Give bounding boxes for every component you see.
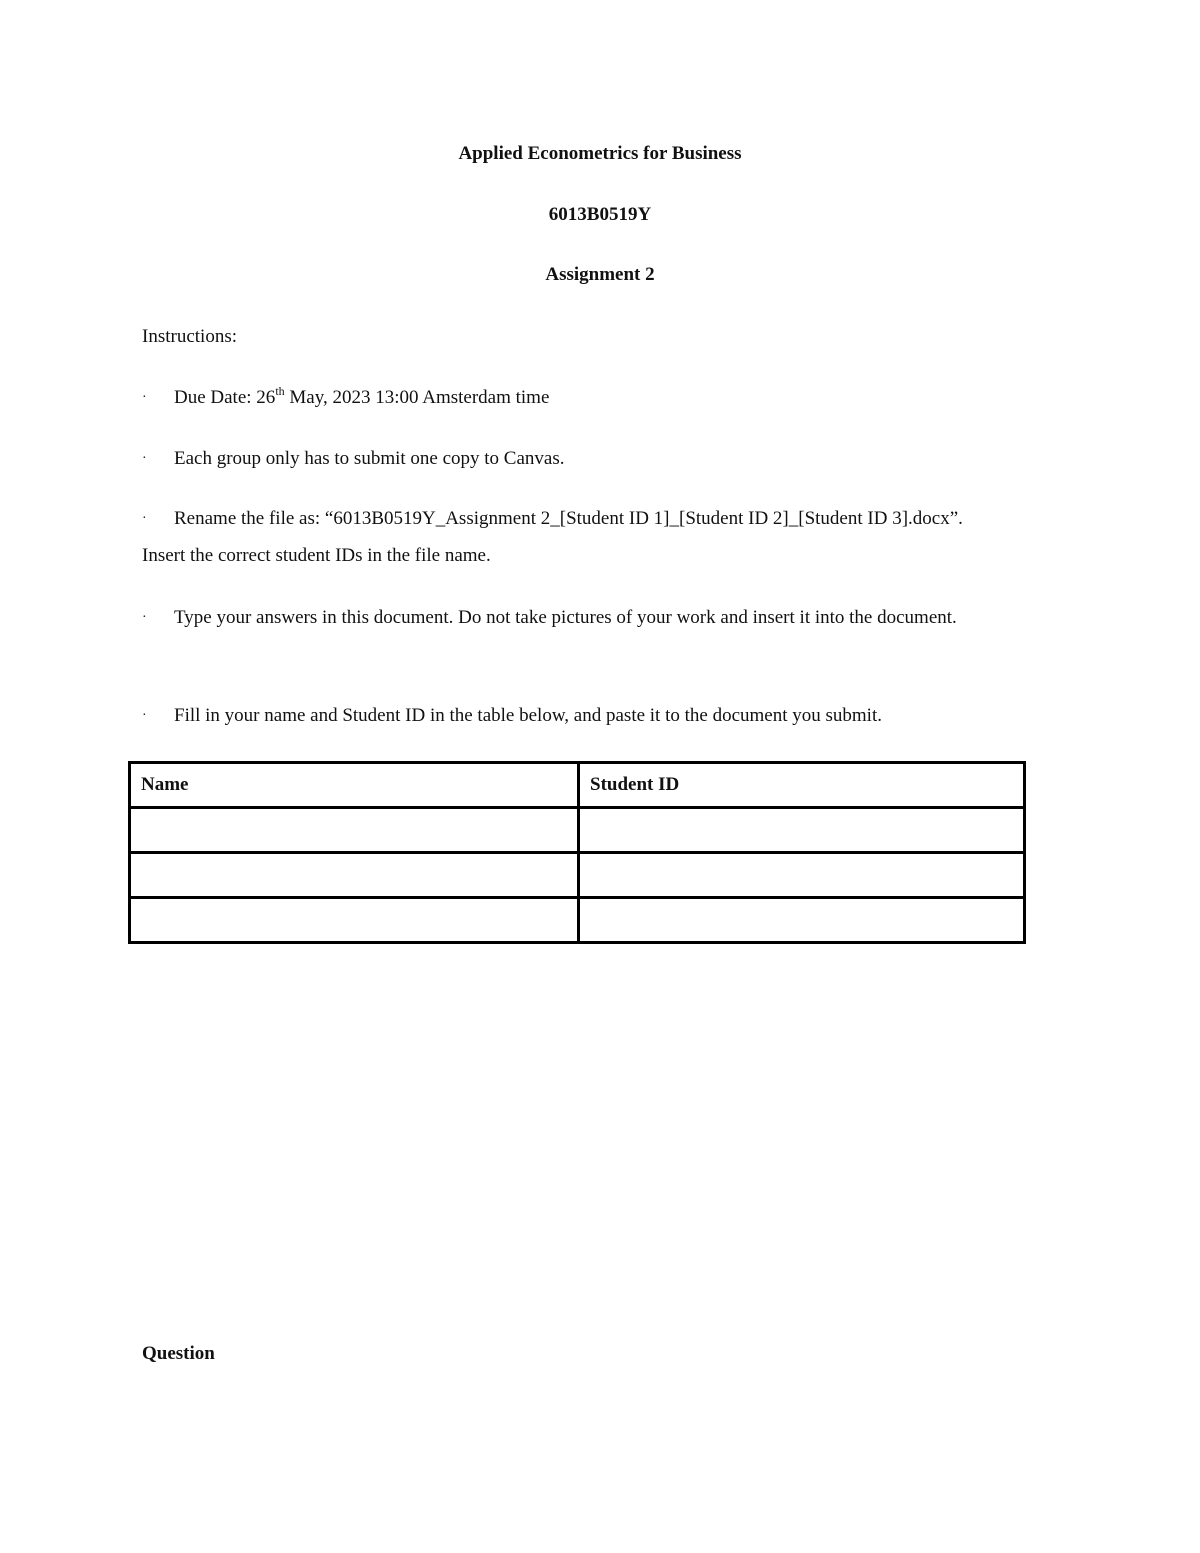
instruction-rename-file [142,500,1002,574]
bullet-icon: · [142,610,147,625]
instruction-type-answers [142,599,1002,636]
question-heading: Question [142,1343,215,1364]
instruction-group-submit [142,440,1002,477]
document-title: Applied Econometrics for Business [458,143,742,164]
rename-file-text: Rename the file as: “6013B0519Y_Assignment 2_[Student ID 1]_[Student ID 2]_[Student ID 3].docx”. Insert the correct student IDs in the file name. [142,508,963,566]
type-answers-text: Type your answers in this document. Do not take pictures of your work and insert it into the document. [174,607,957,628]
name-cell[interactable] [130,808,579,853]
instruction-due-date [142,379,1002,416]
name-cell[interactable] [130,898,579,943]
instruction-fill-table [142,697,1002,734]
table-header-row [130,763,1025,808]
fill-table-text: Fill in your name and Student ID in the table below, and paste it to the document you submit. [174,705,882,726]
student-id-cell[interactable] [579,853,1025,898]
table-row [130,853,1025,898]
header-student-id: Student ID [579,763,1025,808]
bullet-icon: · [142,451,147,466]
name-cell[interactable] [130,853,579,898]
table-row [130,808,1025,853]
bullet-icon: · [142,708,147,723]
student-id-cell[interactable] [579,898,1025,943]
bullet-icon: · [142,511,147,526]
student-id-cell[interactable] [579,808,1025,853]
table-row [130,898,1025,943]
instructions-label: Instructions: [142,326,237,347]
due-date-prefix: Due Date: 26 [174,387,276,408]
course-code: 6013B0519Y [548,204,652,225]
group-submit-text: Each group only has to submit one copy to Canvas. [174,448,565,469]
bullet-icon: · [142,390,147,405]
header-name: Name [130,763,579,808]
student-table [128,761,1026,944]
due-date-suffix: May, 2023 13:00 Amsterdam time [284,387,550,408]
due-date-superscript: th [275,384,285,398]
assignment-title: Assignment 2 [545,264,655,285]
